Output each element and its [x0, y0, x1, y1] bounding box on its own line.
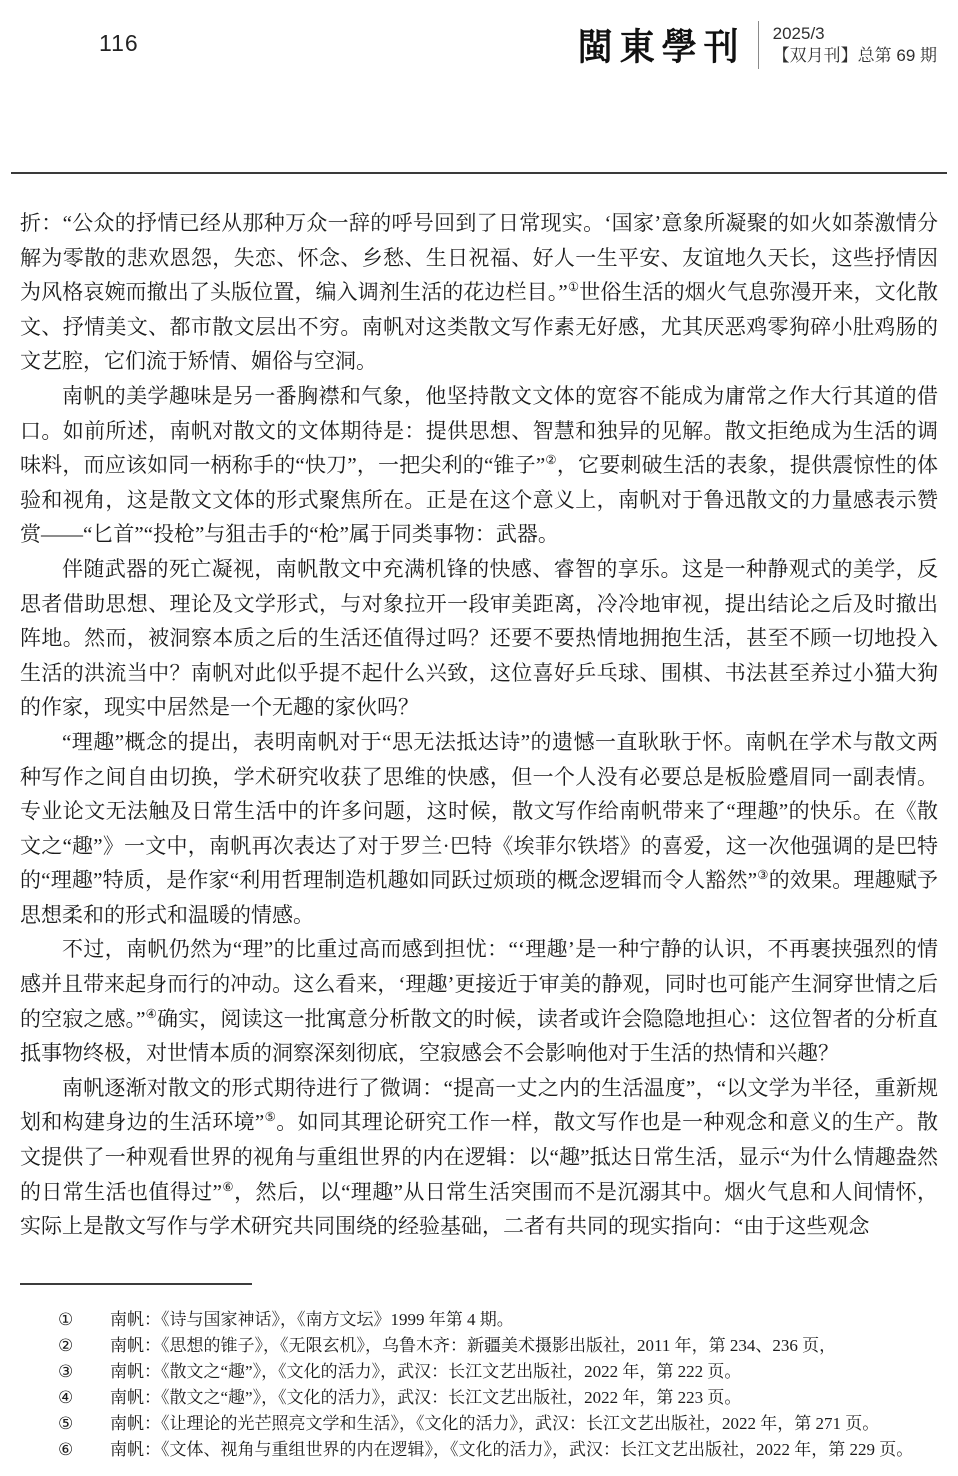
footnote-item	[20, 1333, 938, 1359]
footnote-marker: ⑥	[58, 1439, 74, 1459]
issue-info	[773, 23, 937, 67]
footnote-marker: ④	[58, 1387, 74, 1407]
article-body	[20, 206, 938, 1244]
footnote-text: 南帆：《思想的锥子》，《无限玄机》，乌鲁木齐：新疆美术摄影出版社，2011 年，第 234、236 页，	[110, 1335, 837, 1355]
body-paragraph: 南帆逐渐对散文的形式期待进行了微调：“提高一丈之内的生活温度”，“以文学为半径，重新规划和构建身边的生活环境”⑤。如同其理论研究工作一样，散文写作也是一种观念和意义的生产。散文提供了一种观看世界的视角与重组世界的内在逻辑：以“趣”抵达日常生活，显示“为什么情趣盎然的日常生活也值得过”⑥，然后，以“理趣”从日常生活突围而不是沉溺其中。烟火气息和人间情怀，实际上是散文写作与学术研究共同围绕的经验基础，二者有共同的现实指向：“由于这些观念	[20, 1075, 939, 1239]
page-number: 116	[99, 30, 139, 56]
body-paragraph: 伴随武器的死亡凝视，南帆散文中充满机锋的快感、睿智的享乐。这是一种静观式的美学，反思者借助思想、理论及文学形式，与对象拉开一段审美距离，冷冷地审视，提出结论之后及时撤出阵地。然而，被洞察本质之后的生活还值得过吗？还要不要热情地拥抱生活，甚至不顾一切地投入生活的洪流当中？南帆对此似乎提不起什么兴致，这位喜好乒乓球、围棋、书法甚至养过小猫大狗的作家，现实中居然是一个无趣的家伙吗？	[20, 556, 938, 720]
footnote-marker: ①	[58, 1310, 74, 1329]
footnote-text: 南帆：《散文之“趣”》，《文化的活力》，武汉：长江文艺出版社，2022 年，第 223 页。	[110, 1387, 742, 1407]
footnote-item	[20, 1307, 938, 1333]
journal-masthead	[578, 20, 937, 70]
footnote-separator-rule	[20, 1283, 252, 1285]
journal-logo: 閩東學刊	[577, 26, 746, 70]
footnote-marker: ③	[58, 1361, 74, 1381]
footnote-marker: ②	[58, 1335, 74, 1355]
body-paragraph: 不过，南帆仍然为“理”的比重过高而感到担忧：“‘理趣’是一种宁静的认识，不再裹挟强烈的情感并且带来起身而行的冲动。这么看来，‘理趣’更接近于审美的静观，同时也可能产生洞穿世情之后的空寂之感。”④确实，阅读这一批寓意分析散文的时候，读者或许会隐隐地担心：这位智者的分析直抵事物终极，对世情本质的洞察深刻彻底，空寂感会不会影响他对于生活的热情和兴趣？	[20, 937, 939, 1066]
body-paragraph: “理趣”概念的提出，表明南帆对于“思无法抵达诗”的遗憾一直耿耿于怀。南帆在学术与散文两种写作之间自由切换，学术研究收获了思维的快感，但一个人没有必要总是板脸蹙眉同一副表情。专业论文无法触及日常生活中的许多问题，这时候，散文写作给南帆带来了“理趣”的快乐。在《散文之“趣”》一文中，南帆再次表达了对于罗兰·巴特《埃菲尔铁塔》的喜爱，这一次他强调的是巴特的“理趣”特质，是作家“利用哲理制造机趣如同跃过烦琐的概念逻辑而令人豁然”③的效果。理趣赋予思想柔和的形式和温暖的情感。	[20, 729, 939, 927]
footnote-marker: ⑤	[58, 1413, 74, 1433]
footnote-item	[20, 1411, 938, 1437]
footnote-item	[20, 1437, 938, 1463]
header-horizontal-rule	[11, 172, 947, 174]
footnote-text: 南帆：《让理论的光芒照亮文学和生活》，《文化的活力》，武汉：长江文艺出版社，2022 年，第 271 页。	[110, 1413, 880, 1433]
footnote-item	[20, 1385, 938, 1411]
issue-frequency-volume: 【双月刊】总第 69 期	[772, 46, 937, 65]
footnotes-block	[20, 1307, 938, 1462]
body-paragraph: 南帆的美学趣味是另一番胸襟和气象，他坚持散文文体的宽容不能成为庸常之作大行其道的借口。如前所述，南帆对散文的文体期待是：提供思想、智慧和独异的见解。散文拒绝成为生活的调味料，而应该如同一柄称手的“快刀”，一把尖利的“锥子”②，它要刺破生活的表象，提供震惊性的体验和视角，这是散文文体的形式聚焦所在。正是在这个意义上，南帆对于鲁迅散文的力量感表示赞赏——“匕首”“投枪”与狙击手的“枪”属于同类事物：武器。	[20, 383, 939, 547]
issue-year-number: 2025/3	[772, 24, 825, 43]
footnote-item	[20, 1359, 938, 1385]
body-paragraph: 折：“公众的抒情已经从那种万众一辞的呼号回到了日常现实。‘国家’意象所凝聚的如火如荼激情分解为零散的悲欢恩怨，失恋、怀念、乡愁、生日祝福、好人一生平安、友谊地久天长，这些抒情因为风格哀婉而撤出了头版位置，编入调剂生活的花边栏目。”①世俗生活的烟火气息弥漫开来，文化散文、抒情美文、都市散文层出不穷。南帆对这类散文写作素无好感，尤其厌恶鸡零狗碎小肚鸡肠的文艺腔，它们流于矫情、媚俗与空洞。	[20, 211, 938, 374]
masthead-vertical-divider	[758, 21, 759, 69]
footnote-text: 南帆：《诗与国家神话》，《南方文坛》1999 年第 4 期。	[110, 1310, 514, 1329]
footnote-text: 南帆：《散文之“趣”》，《文化的活力》，武汉：长江文艺出版社，2022 年，第 222 页。	[110, 1361, 742, 1381]
footnote-text: 南帆：《文体、视角与重组世界的内在逻辑》，《文化的活力》，武汉：长江文艺出版社，2022 年，第 229 页。	[110, 1439, 914, 1459]
